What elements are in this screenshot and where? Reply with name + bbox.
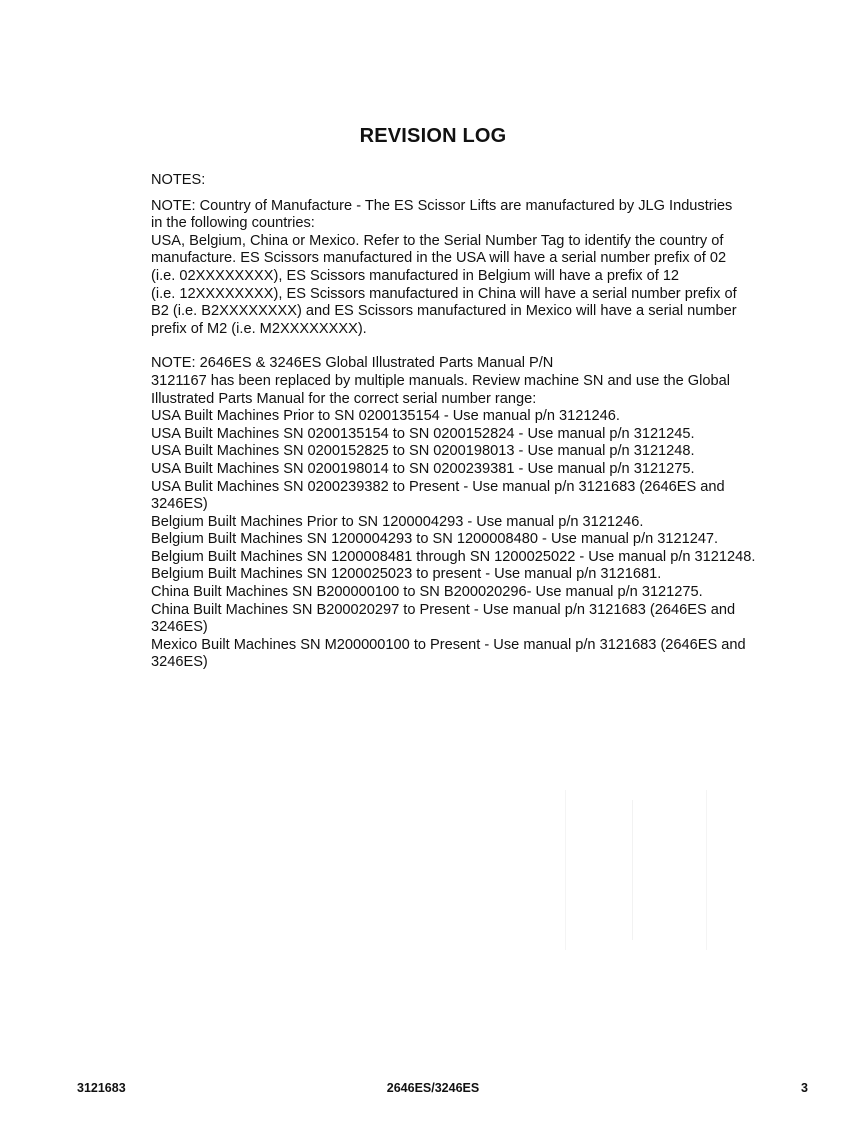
note-line: Belgium Built Machines SN 1200025023 to present - Use manual p/n 3121681. <box>151 566 662 583</box>
note-line: Illustrated Parts Manual for the correct serial number range: <box>151 390 537 407</box>
note-line: (i.e. 02XXXXXXXX), ES Scissors manufactured in Belgium will have a prefix of 12 <box>151 267 680 284</box>
note-parts-manual <box>151 355 791 672</box>
note-line: USA Built Machines Prior to SN 0200135154 - Use manual p/n 3121246. <box>151 408 620 425</box>
footer-model: 2646ES/3246ES <box>386 1081 480 1095</box>
footer-page-number: 3 <box>801 1081 808 1095</box>
note-line: 3246ES) <box>151 496 208 513</box>
note-line: USA Built Machines SN 0200152825 to SN 0200198013 - Use manual p/n 3121248. <box>151 443 695 460</box>
note-line: (i.e. 12XXXXXXXX), ES Scissors manufactured in China will have a serial number prefix of <box>151 285 737 302</box>
note-line: prefix of M2 (i.e. M2XXXXXXXX). <box>151 320 367 337</box>
note-line: 3246ES) <box>151 619 208 636</box>
note-line: China Built Machines SN B200000100 to SN B200020296- Use manual p/n 3121275. <box>151 584 703 601</box>
note-country-of-manufacture <box>151 198 791 339</box>
footer-document-number: 3121683 <box>77 1081 126 1095</box>
note-line: USA Bulit Machines SN 0200239382 to Present - Use manual p/n 3121683 (2646ES and <box>151 478 725 495</box>
page-title: REVISION LOG <box>359 125 507 147</box>
faint-watermark <box>565 790 707 950</box>
notes-section <box>151 172 791 689</box>
note-line: NOTE: 2646ES & 3246ES Global Illustrated Parts Manual P/N <box>151 355 554 372</box>
note-line: Belgium Built Machines SN 1200004293 to SN 1200008480 - Use manual p/n 3121247. <box>151 531 719 548</box>
note-line: 3246ES) <box>151 654 208 671</box>
note-line: China Built Machines SN B200020297 to Present - Use manual p/n 3121683 (2646ES and <box>151 601 736 618</box>
note-line: B2 (i.e. B2XXXXXXXX) and ES Scissors manufactured in Mexico will have a serial number <box>151 303 737 320</box>
note-line: USA, Belgium, China or Mexico. Refer to the Serial Number Tag to identify the country of <box>151 232 724 249</box>
note-line: USA Built Machines SN 0200198014 to SN 0200239381 - Use manual p/n 3121275. <box>151 460 695 477</box>
note-line: manufacture. ES Scissors manufactured in the USA will have a serial number prefix of 02 <box>151 250 727 267</box>
notes-heading: NOTES: <box>151 172 206 188</box>
note-line: Mexico Built Machines SN M200000100 to Present - Use manual p/n 3121683 (2646ES and <box>151 636 746 653</box>
note-line: 3121167 has been replaced by multiple manuals. Review machine SN and use the Global <box>151 372 730 389</box>
note-line: USA Built Machines SN 0200135154 to SN 0200152824 - Use manual p/n 3121245. <box>151 425 695 442</box>
watermark-line <box>632 800 633 940</box>
note-line: in the following countries: <box>151 215 315 232</box>
note-line: NOTE: Country of Manufacture - The ES Scissor Lifts are manufactured by JLG Industries <box>151 197 733 214</box>
note-line: Belgium Built Machines Prior to SN 1200004293 - Use manual p/n 3121246. <box>151 513 644 530</box>
note-line: Belgium Built Machines SN 1200008481 through SN 1200025022 - Use manual p/n 3121248. <box>151 548 756 565</box>
